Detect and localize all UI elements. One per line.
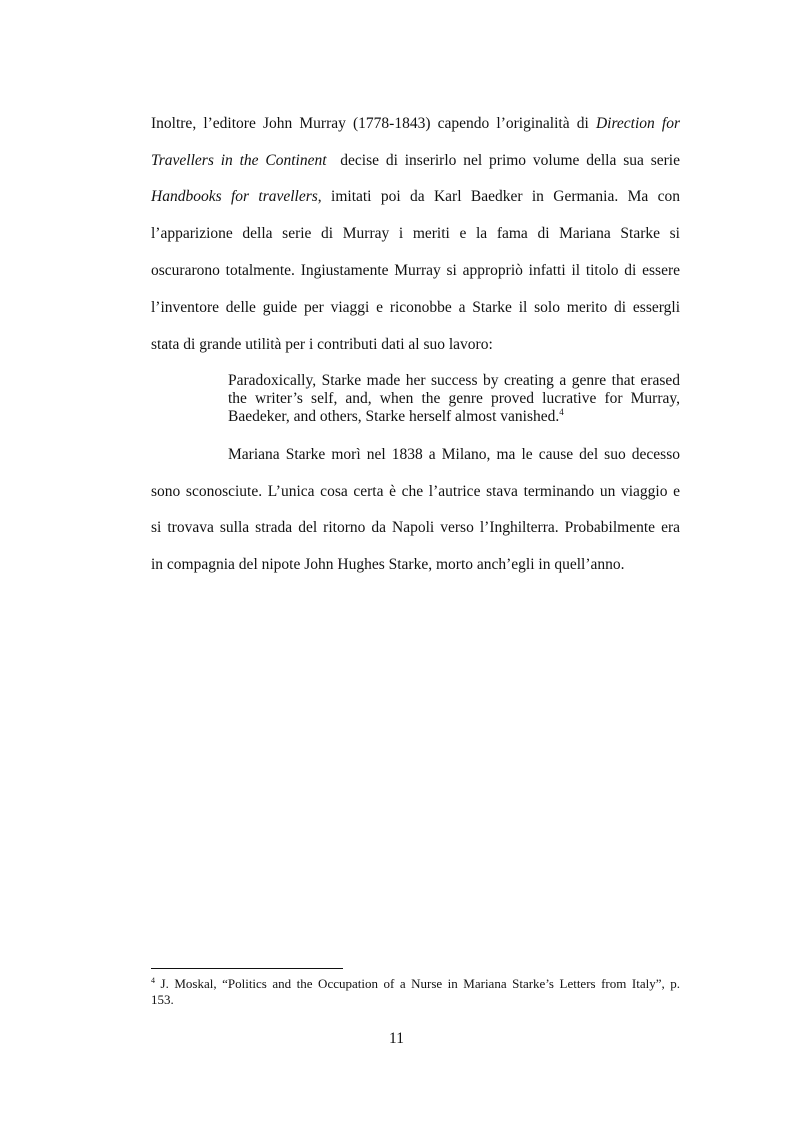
- paragraph-1-line-3: [151, 188, 680, 206]
- footnote-line-1: [151, 976, 680, 992]
- footnote-text: J. Moskal, “Politics and the Occupation of a Nurse in Mariana Starke’s Letters from Italy”, p.: [155, 976, 680, 991]
- paragraph-1-line-6: l’inventore delle guide per viaggi e riconobbe a Starke il solo merito di essergli: [151, 299, 680, 316]
- paragraph-1-line-4: l’apparizione della serie di Murray i meriti e la fama di Mariana Starke si: [151, 225, 680, 242]
- paragraph-2-line-3: si trovava sulla strada del ritorno da Napoli verso l’Inghilterra. Probabilmente era: [151, 519, 680, 536]
- text-span: Baedeker, and others, Starke herself almost vanished.: [228, 408, 560, 425]
- paragraph-1-line-5: oscurarono totalmente. Ingiustamente Murray si appropriò infatti il titolo di essere: [151, 262, 680, 279]
- paragraph-2-line-2: sono sconosciute. L’unica cosa certa è che l’autrice stava terminando un viaggio e: [151, 483, 680, 500]
- footnote-separator: [151, 968, 343, 969]
- text-span: , imitati poi da Karl Baedker in Germania. Ma con: [317, 188, 680, 205]
- footnote-number: 4: [151, 976, 155, 985]
- footnote-reference: 4: [559, 407, 564, 417]
- paragraph-1-line-7: stata di grande utilità per i contributi dati al suo lavoro:: [151, 336, 493, 353]
- paragraph-1-line-2: [151, 152, 680, 170]
- block-quote-line-1: Paradoxically, Starke made her success by creating a genre that erased: [228, 372, 680, 389]
- book-title-italic: Direction for: [595, 115, 680, 132]
- block-quote-line-3: [228, 408, 680, 426]
- text-span: Inoltre, l’editore John Murray (1778-1843) capendo l’originalità di: [151, 115, 596, 132]
- paragraph-2-line-4: in compagnia del nipote John Hughes Starke, morto anch’egli in quell’anno.: [151, 556, 625, 573]
- book-title-italic: Travellers in the Continent: [151, 152, 327, 169]
- footnote-line-2: 153.: [151, 992, 174, 1007]
- series-title-italic: Handbooks for travellers: [151, 188, 318, 205]
- text-span: decise di inserirlo nel primo volume della sua serie: [326, 152, 680, 169]
- paragraph-1-line-1: [151, 115, 680, 133]
- paragraph-2-line-1: Mariana Starke morì nel 1838 a Milano, ma le cause del suo decesso: [228, 446, 680, 463]
- block-quote-line-2: the writer’s self, and, when the genre proved lucrative for Murray,: [228, 390, 680, 407]
- page-number: 11: [389, 1030, 404, 1047]
